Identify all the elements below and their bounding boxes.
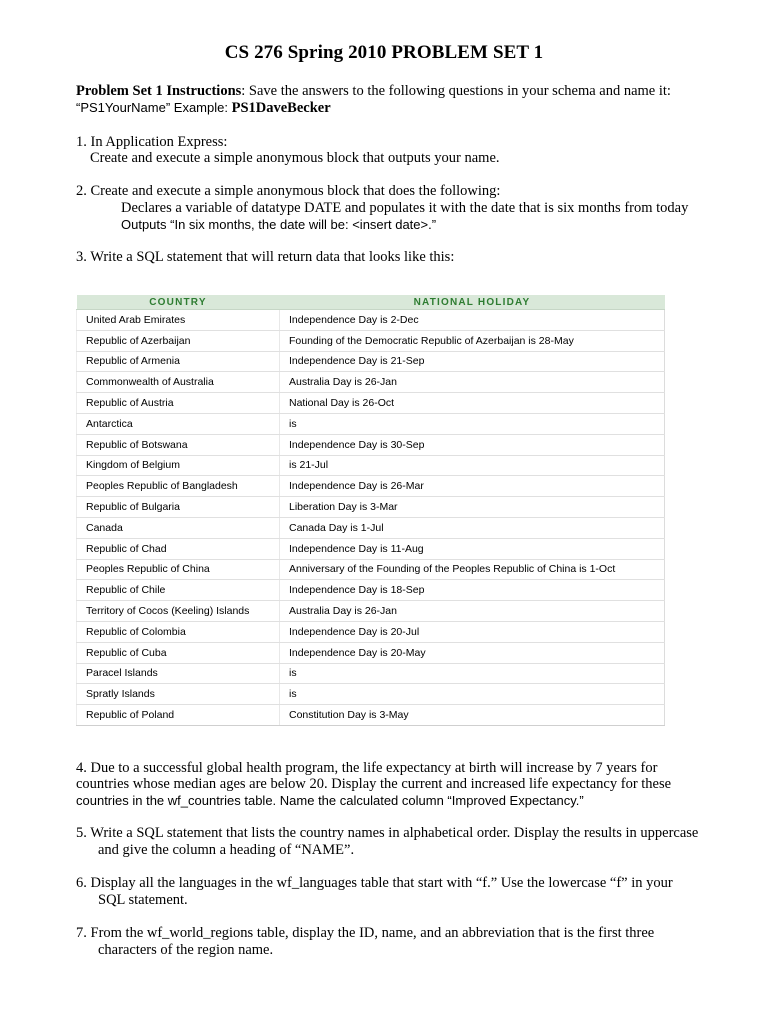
cell-country: Republic of Cuba bbox=[77, 642, 280, 663]
instructions-example-label: “PS1YourName” Example: bbox=[76, 100, 232, 115]
table-row bbox=[77, 413, 665, 434]
question-6-line-1: 6. Display all the languages in the wf_languages table that start with “f.” Use the lowercase “f” in your bbox=[76, 875, 673, 891]
cell-holiday: Independence Day is 21-Sep bbox=[280, 351, 665, 372]
cell-country: Antarctica bbox=[77, 413, 280, 434]
cell-holiday: Independence Day is 20-Jul bbox=[280, 621, 665, 642]
question-4-line-3: countries in the wf_countries table. Name the calculated column “Improved Expectancy.” bbox=[76, 793, 584, 808]
cell-holiday: Independence Day is 20-May bbox=[280, 642, 665, 663]
cell-holiday: Independence Day is 26-Mar bbox=[280, 476, 665, 497]
cell-holiday: is 21-Jul bbox=[280, 455, 665, 476]
table-row bbox=[77, 705, 665, 726]
table-row bbox=[77, 434, 665, 455]
cell-country: United Arab Emirates bbox=[77, 310, 280, 331]
table-row bbox=[77, 310, 665, 331]
table-row bbox=[77, 497, 665, 518]
national-holiday-table bbox=[76, 295, 665, 726]
table-row bbox=[77, 372, 665, 393]
table-row bbox=[77, 621, 665, 642]
cell-holiday: Australia Day is 26-Jan bbox=[280, 601, 665, 622]
cell-holiday: Australia Day is 26-Jan bbox=[280, 372, 665, 393]
cell-holiday: Independence Day is 18-Sep bbox=[280, 580, 665, 601]
cell-country: Republic of Poland bbox=[77, 705, 280, 726]
cell-country: Republic of Chile bbox=[77, 580, 280, 601]
cell-holiday: is bbox=[280, 684, 665, 705]
cell-holiday: Canada Day is 1-Jul bbox=[280, 517, 665, 538]
column-header-country: COUNTRY bbox=[77, 295, 280, 310]
cell-holiday: is bbox=[280, 413, 665, 434]
cell-country: Republic of Armenia bbox=[77, 351, 280, 372]
table-row bbox=[77, 684, 665, 705]
cell-holiday: Constitution Day is 3-May bbox=[280, 705, 665, 726]
question-2-item-1: Declares a variable of datatype DATE and populates it with the date that is six months from today bbox=[121, 200, 689, 216]
table-row bbox=[77, 351, 665, 372]
cell-holiday: Anniversary of the Founding of the Peoples Republic of China is 1-Oct bbox=[280, 559, 665, 580]
cell-country: Territory of Cocos (Keeling) Islands bbox=[77, 601, 280, 622]
cell-country: Canada bbox=[77, 517, 280, 538]
cell-holiday: Liberation Day is 3-Mar bbox=[280, 497, 665, 518]
instructions-label: Problem Set 1 Instructions bbox=[76, 83, 242, 99]
cell-country: Republic of Chad bbox=[77, 538, 280, 559]
question-1-text: Create and execute a simple anonymous block that outputs your name. bbox=[90, 150, 500, 166]
cell-country: Republic of Botswana bbox=[77, 434, 280, 455]
cell-country: Commonwealth of Australia bbox=[77, 372, 280, 393]
table-row bbox=[77, 330, 665, 351]
table-row bbox=[77, 476, 665, 497]
cell-country: Peoples Republic of China bbox=[77, 559, 280, 580]
cell-holiday: Founding of the Democratic Republic of Azerbaijan is 28-May bbox=[280, 330, 665, 351]
cell-country: Republic of Bulgaria bbox=[77, 497, 280, 518]
cell-holiday: Independence Day is 11-Aug bbox=[280, 538, 665, 559]
question-2-item-2: Outputs “In six months, the date will be: <insert date>.” bbox=[121, 217, 437, 232]
question-7-line-2: characters of the region name. bbox=[98, 942, 274, 958]
cell-holiday: Independence Day is 2-Dec bbox=[280, 310, 665, 331]
table-row bbox=[77, 393, 665, 414]
question-1-heading: 1. In Application Express: bbox=[76, 134, 228, 150]
cell-holiday: National Day is 26-Oct bbox=[280, 393, 665, 414]
question-4-line-2: countries whose median ages are below 20. Display the current and increased life expectancy for these bbox=[76, 776, 672, 792]
instructions-line-1 bbox=[76, 82, 671, 100]
table-row bbox=[77, 663, 665, 684]
table-row bbox=[77, 517, 665, 538]
cell-holiday: Independence Day is 30-Sep bbox=[280, 434, 665, 455]
question-3-text: 3. Write a SQL statement that will return data that looks like this: bbox=[76, 249, 455, 265]
table-row bbox=[77, 538, 665, 559]
cell-country: Republic of Austria bbox=[77, 393, 280, 414]
question-4-line-1: 4. Due to a successful global health program, the life expectancy at birth will increase by 7 years for bbox=[76, 760, 658, 776]
question-7-line-1: 7. From the wf_world_regions table, display the ID, name, and an abbreviation that is the first three bbox=[76, 925, 655, 941]
table-row bbox=[77, 559, 665, 580]
instructions-example: PS1DaveBecker bbox=[231, 100, 331, 116]
cell-country: Paracel Islands bbox=[77, 663, 280, 684]
table-row bbox=[77, 642, 665, 663]
cell-country: Kingdom of Belgium bbox=[77, 455, 280, 476]
column-header-national-holiday: NATIONAL HOLIDAY bbox=[280, 295, 665, 310]
instructions-text: : Save the answers to the following questions in your schema and name it: bbox=[241, 83, 671, 99]
page-title: CS 276 Spring 2010 PROBLEM SET 1 bbox=[224, 42, 544, 63]
cell-country: Peoples Republic of Bangladesh bbox=[77, 476, 280, 497]
question-6-line-2: SQL statement. bbox=[98, 892, 188, 908]
table-row bbox=[77, 580, 665, 601]
cell-country: Spratly Islands bbox=[77, 684, 280, 705]
table-row bbox=[77, 601, 665, 622]
question-2-heading: 2. Create and execute a simple anonymous block that does the following: bbox=[76, 183, 501, 199]
table-header-row bbox=[77, 295, 665, 310]
cell-country: Republic of Colombia bbox=[77, 621, 280, 642]
cell-holiday: is bbox=[280, 663, 665, 684]
cell-country: Republic of Azerbaijan bbox=[77, 330, 280, 351]
question-5-line-1: 5. Write a SQL statement that lists the country names in alphabetical order. Display the results in uppercase bbox=[76, 825, 699, 841]
table-row bbox=[77, 455, 665, 476]
question-5-line-2: and give the column a heading of “NAME”. bbox=[98, 842, 355, 858]
instructions-line-2 bbox=[76, 99, 331, 117]
